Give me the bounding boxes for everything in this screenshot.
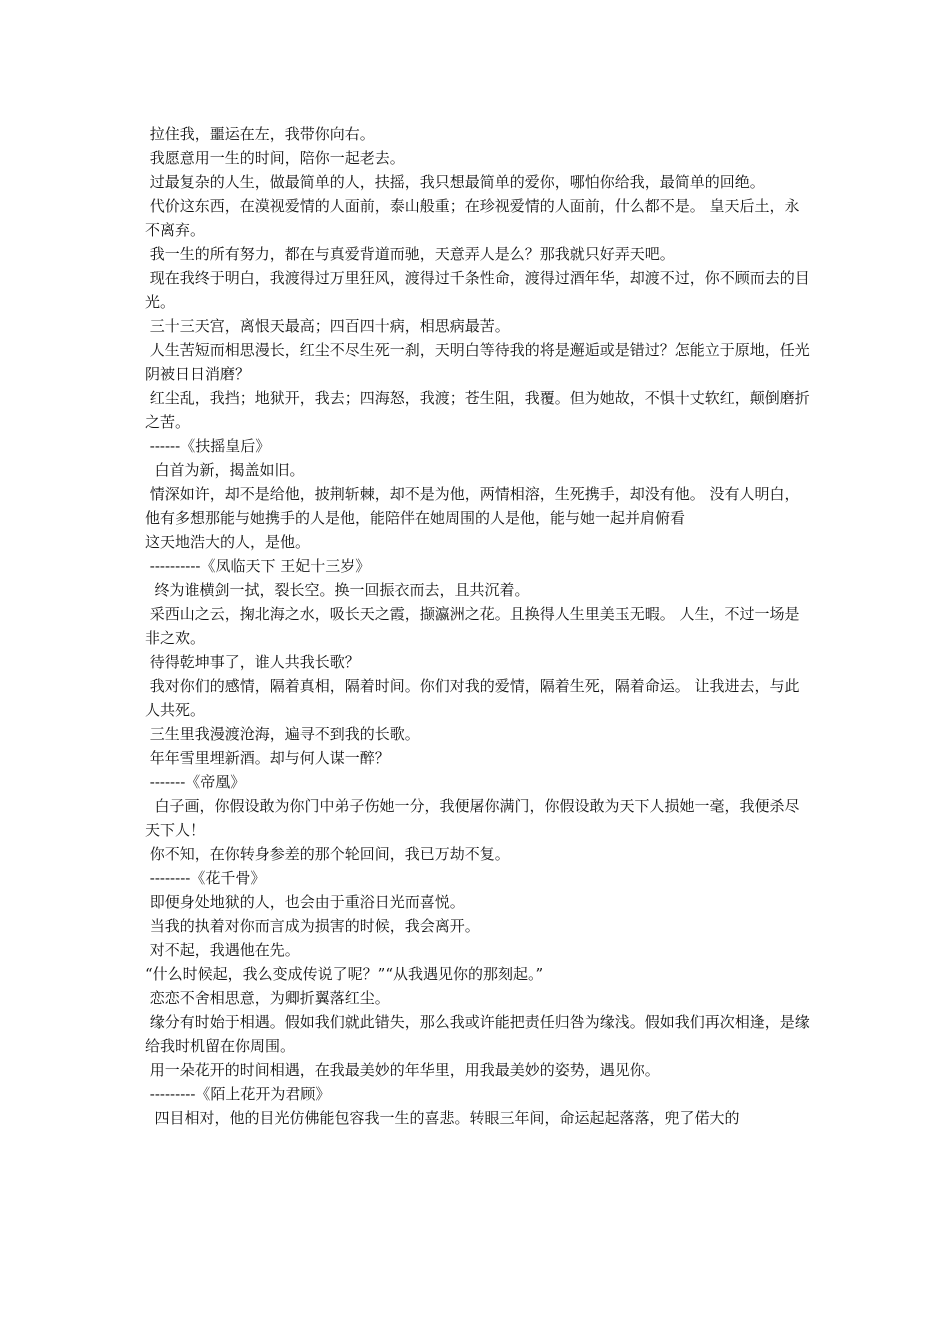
text-line: ----------《凤临天下 王妃十三岁》	[145, 557, 371, 575]
text-line: 白子画，你假设敢为你门中弟子伤她一分，我便屠你满门，你假设敢为天下人损她一毫，我便杀尽天下人！	[145, 797, 800, 839]
text-line: 这天地浩大的人，是他。	[145, 533, 311, 551]
text-line: 情深如许，却不是给他，披荆斩棘，却不是为他，两情相溶，生死携手，却没有他。 没有人明白，他有多想那能与她携手的人是他，能陪伴在她周围的人是他，能与她一起并肩俯看	[145, 485, 800, 527]
text-line: 用一朵花开的时间相遇，在我最美妙的年华里，用我最美妙的姿势，遇见你。	[145, 1061, 660, 1079]
text-line: 我愿意用一生的时间，陪你一起老去。	[145, 149, 405, 167]
text-line: 现在我终于明白，我渡得过万里狂风，渡得过千条性命，渡得过酒年华，却渡不过，你不顾而去的目光。	[145, 269, 810, 311]
document-body	[145, 122, 810, 1130]
text-line: 年年雪里埋新酒。却与何人谋一醉？	[145, 749, 390, 767]
text-line: 你不知，在你转身参差的那个轮回间，我已万劫不复。	[145, 845, 510, 863]
text-line: 我对你们的感情，隔着真相，隔着时间。你们对我的爱情，隔着生死，隔着命运。 让我进去，与此人共死。	[145, 677, 800, 719]
text-line: -------《帝凰》	[145, 773, 246, 791]
text-line: 缘分有时始于相遇。假如我们就此错失，那么我或许能把责任归咎为缘浅。假如我们再次相逢，是缘给我时机留在你周围。	[145, 1013, 810, 1055]
text-line: 当我的执着对你而言成为损害的时候，我会离开。	[145, 917, 480, 935]
text-line: ------《扶摇皇后》	[145, 437, 271, 455]
text-line: 红尘乱，我挡；地狱开，我去；四海怒，我渡；苍生阻，我覆。但为她故，不惧十丈软红，颠倒磨折之苦。	[145, 389, 810, 431]
text-line: ---------《陌上花开为君顾》	[145, 1085, 331, 1103]
text-line: “什么时候起，我么变成传说了呢？”“从我遇见你的那刻起。”	[145, 965, 544, 983]
text-line: 人生苦短而相思漫长，红尘不尽生死一刹，天明白等待我的将是邂逅或是错过？怎能立于原地，任光阴被日日消磨？	[145, 341, 810, 383]
text-line: 即便身处地狱的人，也会由于重浴日光而喜悦。	[145, 893, 465, 911]
text-line: 代价这东西，在漠视爱情的人面前，泰山般重；在珍视爱情的人面前，什么都不是。 皇天后土，永不离弃。	[145, 197, 800, 239]
text-line: 三生里我漫渡沧海，遍寻不到我的长歌。	[145, 725, 420, 743]
text-line: 终为谁横剑一拭，裂长空。换一回振衣而去，且共沉着。	[145, 581, 530, 599]
text-line: 待得乾坤事了，谁人共我长歌？	[145, 653, 360, 671]
text-line: 恋恋不舍相思意，为卿折翼落红尘。	[145, 989, 390, 1007]
text-line: 白首为新，揭盖如旧。	[145, 461, 305, 479]
text-line: 我一生的所有努力，都在与真爱背道而驰，天意弄人是么？那我就只好弄天吧。	[145, 245, 675, 263]
text-line: 三十三天宫，离恨天最高；四百四十病，相思病最苦。	[145, 317, 510, 335]
text-line: 拉住我，噩运在左，我带你向右。	[145, 125, 375, 143]
text-line: 四目相对，他的目光仿佛能包容我一生的喜悲。转眼三年间，命运起起落落，兜了偌大的	[145, 1109, 740, 1127]
text-line: 过最复杂的人生，做最简单的人，扶摇，我只想最简单的爱你，哪怕你给我，最简单的回绝。	[145, 173, 765, 191]
text-line: 对不起，我遇他在先。	[145, 941, 300, 959]
text-line: --------《花千骨》	[145, 869, 266, 887]
text-line: 采西山之云，掬北海之水，吸长天之霞，撷瀛洲之花。且换得人生里美玉无暇。 人生，不过一场是非之欢。	[145, 605, 800, 647]
